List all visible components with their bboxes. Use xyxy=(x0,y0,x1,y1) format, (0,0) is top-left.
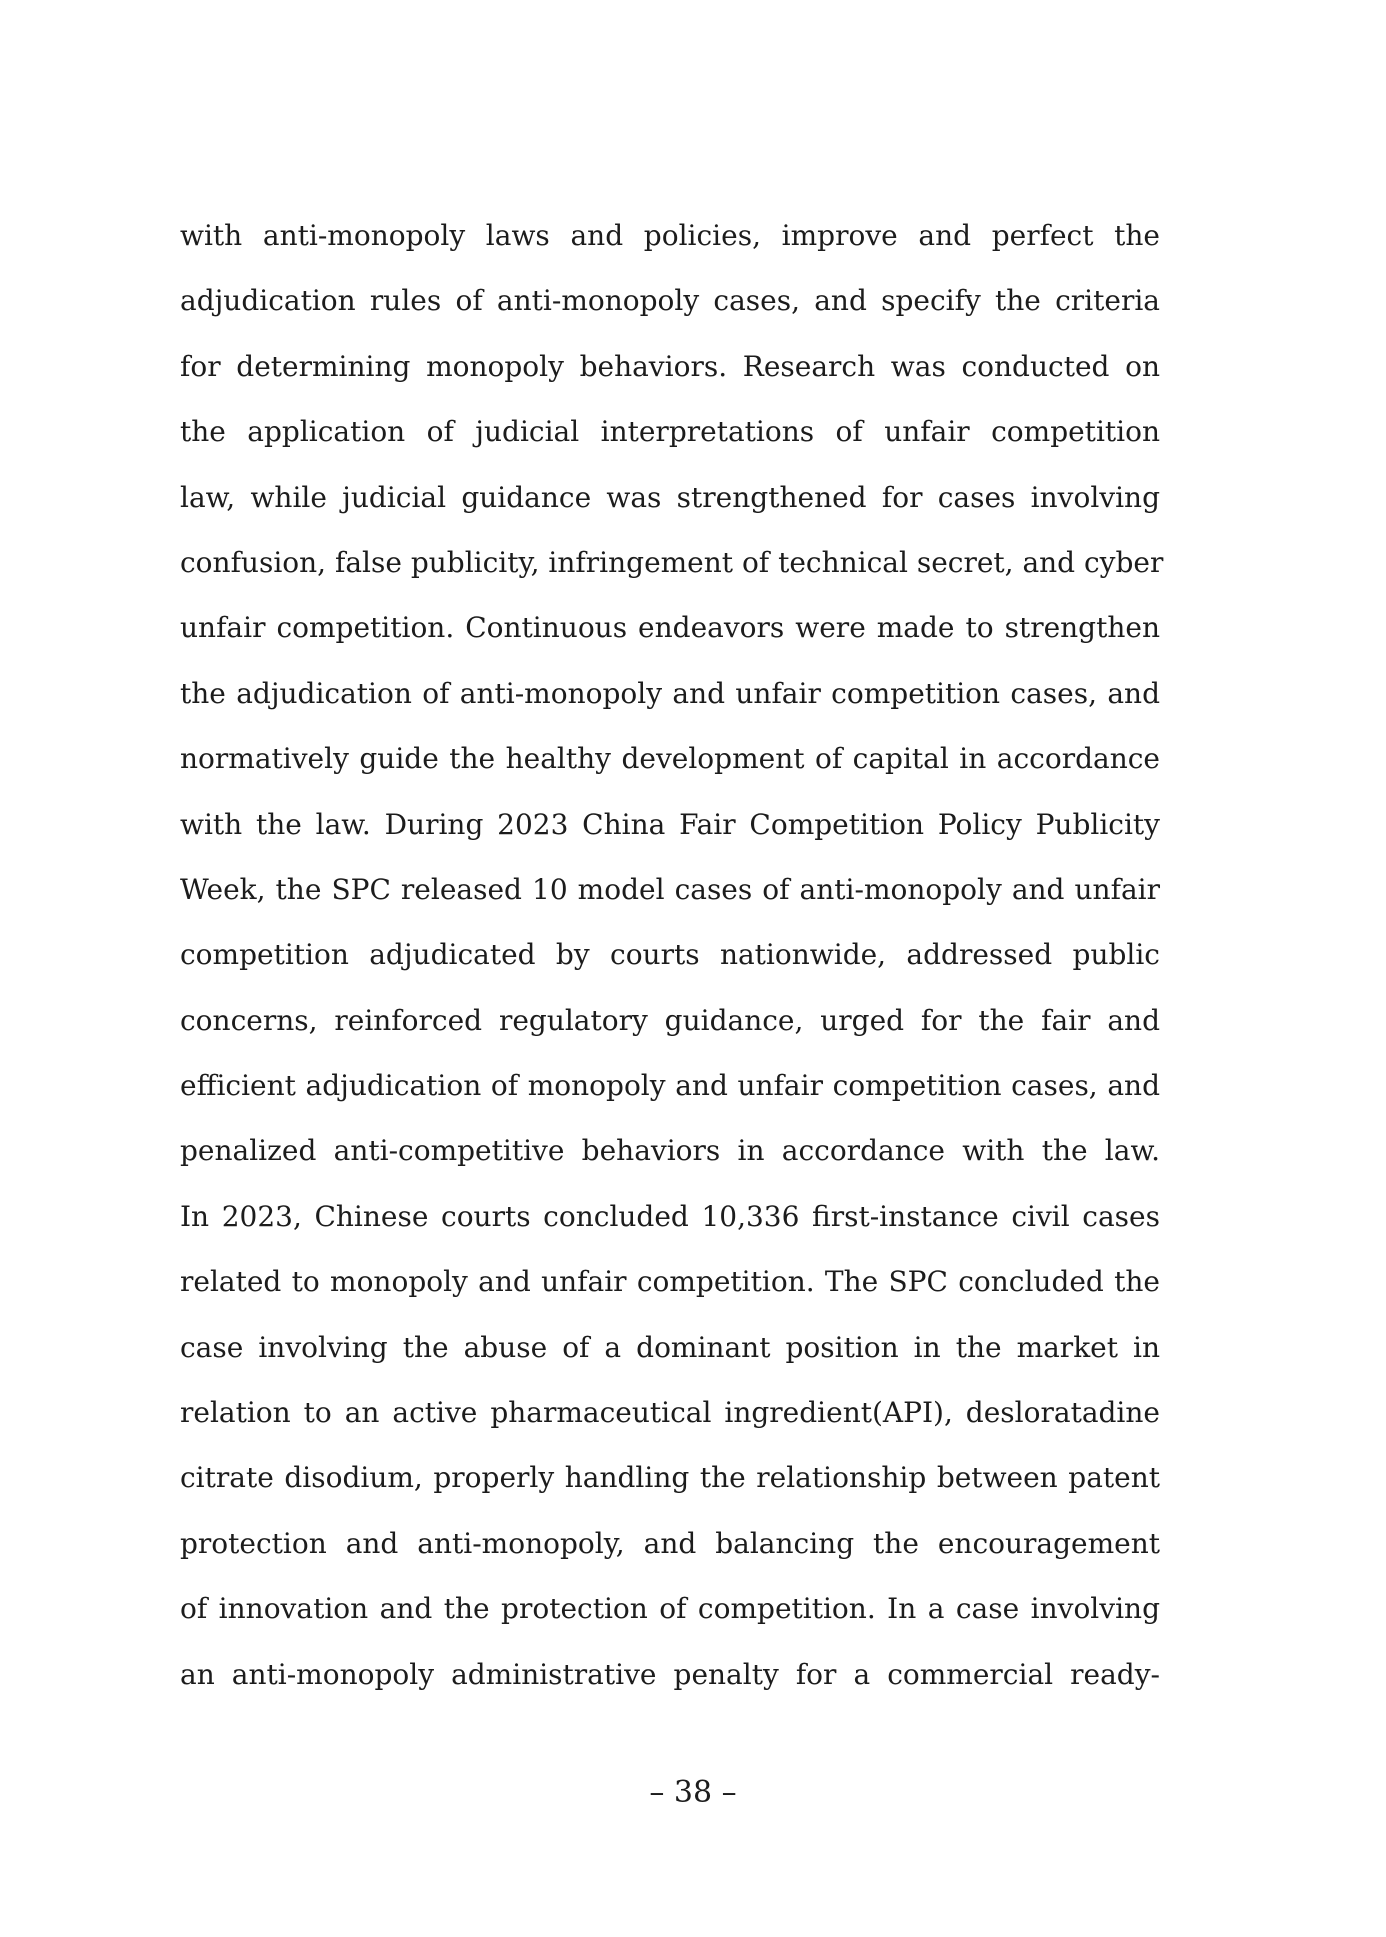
body-line: Week, the SPC released 10 model cases of anti-monopoly and unfair xyxy=(180,872,1160,906)
body-line: the adjudication of anti-monopoly and unfair competition cases, and xyxy=(180,676,1160,710)
body-line: In 2023, Chinese courts concluded 10,336 first-instance civil cases xyxy=(180,1199,1160,1233)
body-line: relation to an active pharmaceutical ingredient(API), desloratadine xyxy=(180,1396,1160,1430)
body-line: case involving the abuse of a dominant position in the market in xyxy=(180,1330,1160,1364)
body-line: competition adjudicated by courts nationwide, addressed public xyxy=(180,938,1160,972)
page-number: – 38 – xyxy=(649,1775,737,1810)
body-line: related to monopoly and unfair competition. The SPC concluded the xyxy=(180,1265,1160,1299)
body-line: unfair competition. Continuous endeavors were made to strengthen xyxy=(180,611,1160,645)
body-line: confusion, false publicity, infringement of technical secret, and cyber xyxy=(180,545,1164,579)
body-line: of innovation and the protection of competition. In a case involving xyxy=(180,1592,1160,1626)
body-line: protection and anti-monopoly, and balancing the encouragement xyxy=(180,1526,1160,1560)
body-line: citrate disodium, properly handling the relationship between patent xyxy=(180,1461,1160,1495)
body-text xyxy=(180,208,1164,1712)
body-line: concerns, reinforced regulatory guidance, urged for the fair and xyxy=(180,1003,1160,1037)
body-line: law, while judicial guidance was strengthened for cases involving xyxy=(180,480,1160,514)
body-line: with anti-monopoly laws and policies, improve and perfect the xyxy=(180,219,1160,252)
body-line: normatively guide the healthy development of capital in accordance xyxy=(180,742,1160,776)
body-line: with the law. During 2023 China Fair Competition Policy Publicity xyxy=(180,807,1160,841)
body-line: efficient adjudication of monopoly and unfair competition cases, and xyxy=(180,1069,1160,1103)
body-line: adjudication rules of anti-monopoly cases, and specify the criteria xyxy=(180,284,1160,318)
body-line: penalized anti-competitive behaviors in accordance with the law. xyxy=(180,1134,1160,1168)
body-line: an anti-monopoly administrative penalty for a commercial ready- xyxy=(180,1657,1160,1691)
body-line: for determining monopoly behaviors. Research was conducted on xyxy=(180,349,1160,383)
body-line: the application of judicial interpretations of unfair competition xyxy=(180,415,1160,449)
